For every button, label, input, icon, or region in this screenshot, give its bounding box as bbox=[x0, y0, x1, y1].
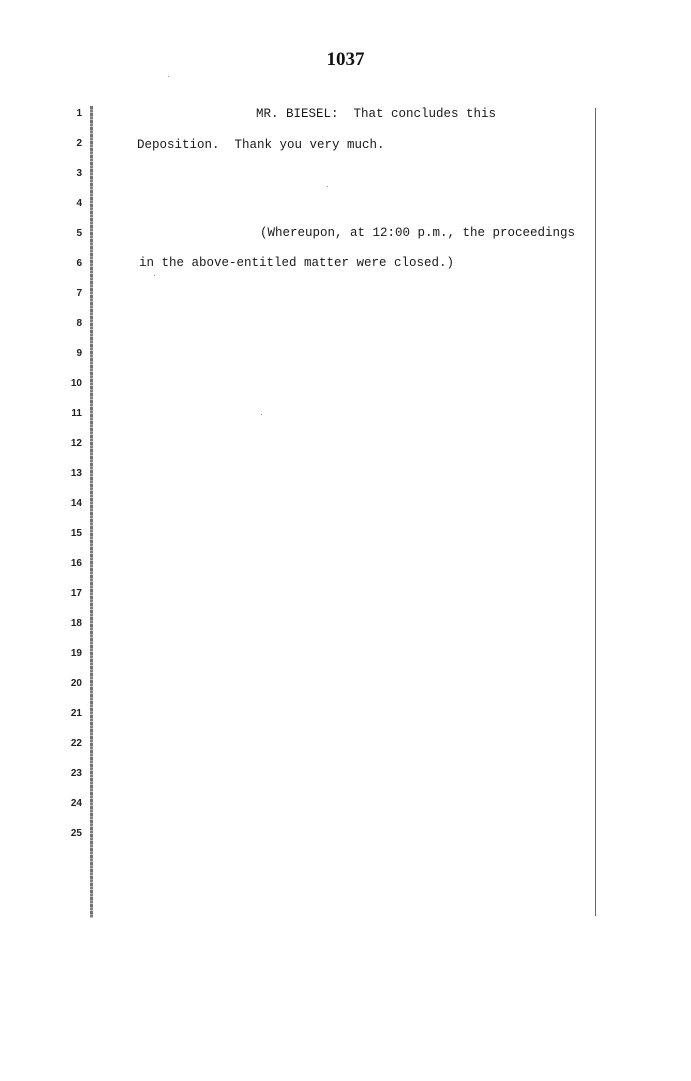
line-number: 9 bbox=[76, 348, 82, 359]
transcript-line-1: MR. BIESEL: That concludes this bbox=[256, 107, 497, 121]
line-number: 11 bbox=[71, 408, 82, 419]
right-margin-rule bbox=[595, 108, 596, 916]
transcript-line-6: in the above-entitled matter were closed.) bbox=[139, 256, 455, 270]
line-number: 16 bbox=[70, 558, 82, 569]
line-number: 1 bbox=[76, 108, 82, 119]
line-number: 20 bbox=[70, 678, 82, 689]
line-number: 2 bbox=[76, 138, 82, 149]
line-number: 14 bbox=[70, 498, 82, 509]
line-number: 22 bbox=[70, 738, 82, 749]
line-number: 4 bbox=[76, 198, 82, 209]
line-number: 23 bbox=[70, 768, 82, 779]
transcript-line-5: (Whereupon, at 12:00 p.m., the proceedings bbox=[260, 226, 576, 240]
scan-speck bbox=[168, 76, 169, 77]
line-number: 7 bbox=[76, 288, 82, 299]
line-number: 21 bbox=[70, 708, 82, 719]
line-number: 10 bbox=[70, 378, 82, 389]
line-number: 5 bbox=[76, 228, 82, 239]
line-number: 24 bbox=[70, 798, 82, 809]
line-number: 12 bbox=[70, 438, 82, 449]
line-number: 19 bbox=[70, 648, 82, 659]
scan-speck bbox=[261, 414, 262, 415]
scan-speck bbox=[327, 186, 328, 187]
scan-speck bbox=[154, 275, 155, 276]
left-margin-rule bbox=[90, 106, 93, 918]
line-number: 8 bbox=[76, 318, 82, 329]
line-number: 18 bbox=[70, 618, 82, 629]
line-number: 6 bbox=[76, 258, 82, 269]
line-number: 25 bbox=[70, 828, 82, 839]
line-number: 17 bbox=[70, 588, 82, 599]
page-number: 1037 bbox=[326, 49, 365, 70]
line-number: 13 bbox=[70, 468, 82, 479]
line-number: 3 bbox=[76, 168, 82, 179]
line-number: 15 bbox=[70, 528, 82, 539]
transcript-line-2: Deposition. Thank you very much. bbox=[137, 138, 385, 152]
